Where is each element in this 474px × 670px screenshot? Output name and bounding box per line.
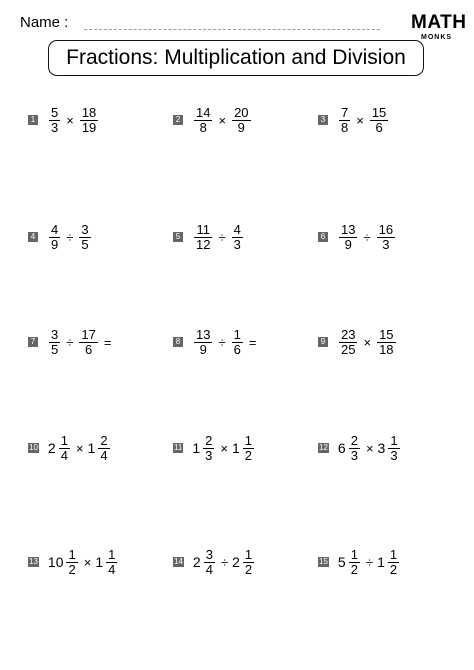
denominator: 4 <box>60 447 68 463</box>
denominator: 5 <box>81 236 89 252</box>
operator-symbol: × <box>218 112 227 128</box>
fraction <box>204 548 215 577</box>
numerator: 15 <box>379 326 394 342</box>
operator-symbol: × <box>220 440 228 456</box>
denominator: 3 <box>205 447 213 463</box>
fraction <box>339 328 357 357</box>
problem-14 <box>173 545 256 579</box>
name-field[interactable] <box>20 13 380 33</box>
denominator: 8 <box>341 119 349 135</box>
denominator: 4 <box>100 447 108 463</box>
denominator: 4 <box>108 561 116 577</box>
numerator: 18 <box>81 104 97 120</box>
denominator: 25 <box>341 341 356 357</box>
numerator: 1 <box>68 546 76 562</box>
denominator: 8 <box>199 119 207 135</box>
whole-number: 1 <box>192 439 201 456</box>
fraction <box>98 434 109 463</box>
fraction <box>106 548 117 577</box>
problem-number-badge: 13 <box>29 557 38 566</box>
equals-sign: = <box>103 334 112 350</box>
numerator: 20 <box>234 104 249 120</box>
fraction <box>339 106 350 135</box>
fraction <box>349 434 360 463</box>
numerator: 1 <box>244 546 253 562</box>
whole-number: 1 <box>231 439 240 456</box>
whole-number: 1 <box>377 553 385 570</box>
denominator: 2 <box>68 561 76 577</box>
fraction <box>232 328 243 357</box>
denominator: 9 <box>51 236 59 252</box>
denominator: 3 <box>233 236 241 252</box>
denominator: 2 <box>244 561 253 577</box>
fraction <box>66 548 77 577</box>
worksheet-title-box <box>48 40 424 76</box>
numerator: 4 <box>51 221 59 237</box>
problem-15 <box>318 545 401 579</box>
operator-symbol: ÷ <box>66 229 74 245</box>
fraction <box>79 223 90 252</box>
numerator: 3 <box>205 546 213 562</box>
denominator: 3 <box>350 447 358 463</box>
problem-number-badge: 6 <box>318 232 328 242</box>
fraction <box>377 223 395 252</box>
problem-4 <box>28 220 93 254</box>
numerator: 1 <box>108 546 116 562</box>
whole-number: 10 <box>47 553 64 570</box>
problem-number-badge: 12 <box>319 443 328 452</box>
numerator: 3 <box>81 221 89 237</box>
numerator: 7 <box>341 104 349 120</box>
denominator: 6 <box>233 341 241 357</box>
operator-symbol: × <box>365 440 374 456</box>
whole-number: 5 <box>337 553 346 570</box>
denominator: 2 <box>389 561 398 577</box>
fraction <box>243 548 254 577</box>
fraction <box>79 328 97 357</box>
fraction <box>349 548 360 577</box>
problem-10 <box>28 431 112 465</box>
fraction <box>59 434 70 463</box>
problem-6 <box>318 220 397 254</box>
numerator: 16 <box>378 221 394 237</box>
operator-symbol: ÷ <box>220 554 229 570</box>
denominator: 3 <box>382 236 390 252</box>
operator-symbol: ÷ <box>365 554 374 570</box>
operator-symbol: ÷ <box>218 229 226 245</box>
numerator: 2 <box>350 432 358 448</box>
whole-number: 2 <box>47 439 56 456</box>
fraction <box>388 434 399 463</box>
problem-1 <box>28 103 100 137</box>
numerator: 4 <box>233 221 241 237</box>
numerator: 11 <box>196 221 210 237</box>
operator-symbol: × <box>83 554 92 570</box>
numerator: 13 <box>196 326 211 342</box>
problem-number-badge: 4 <box>28 232 38 242</box>
numerator: 17 <box>81 326 96 342</box>
logo-main-text: MATH <box>411 12 467 33</box>
fraction <box>194 223 212 252</box>
problem-12 <box>318 431 402 465</box>
denominator: 9 <box>237 119 245 135</box>
numerator: 1 <box>390 432 398 448</box>
name-blank-line[interactable] <box>84 29 380 30</box>
equals-sign: = <box>248 334 257 350</box>
denominator: 3 <box>390 447 398 463</box>
fraction <box>194 106 212 135</box>
problem-number-badge: 7 <box>28 337 38 347</box>
denominator: 2 <box>350 561 358 577</box>
operator-symbol: ÷ <box>363 229 371 245</box>
name-label: Name : <box>20 14 69 31</box>
problem-9 <box>318 325 398 359</box>
numerator: 1 <box>244 432 252 448</box>
whole-number: 1 <box>95 553 104 570</box>
logo-sub-text: MONKS <box>421 34 453 41</box>
problem-number-badge: 2 <box>173 115 183 125</box>
problem-8 <box>173 325 260 359</box>
whole-number: 1 <box>87 439 96 456</box>
numerator: 2 <box>100 432 108 448</box>
worksheet-title: Fractions: Multiplication and Division <box>66 46 406 69</box>
numerator: 1 <box>233 326 241 342</box>
numerator: 13 <box>341 221 356 237</box>
problem-number-badge: 9 <box>318 337 328 347</box>
fraction <box>232 223 243 252</box>
problem-number-badge: 11 <box>174 443 183 452</box>
operator-symbol: × <box>363 334 372 350</box>
fraction <box>49 223 60 252</box>
fraction <box>339 223 357 252</box>
numerator: 1 <box>389 546 398 562</box>
whole-number: 2 <box>192 553 201 570</box>
denominator: 9 <box>344 236 352 252</box>
denominator: 6 <box>375 119 383 135</box>
operator-symbol: × <box>66 112 74 128</box>
problem-2 <box>173 103 253 137</box>
problem-number-badge: 3 <box>318 115 328 125</box>
problem-number-badge: 8 <box>173 337 183 347</box>
numerator: 23 <box>341 326 356 342</box>
problem-number-badge: 14 <box>174 557 183 566</box>
denominator: 5 <box>51 341 59 357</box>
denominator: 19 <box>81 119 97 135</box>
problem-number-badge: 5 <box>173 232 183 242</box>
numerator: 5 <box>51 104 59 120</box>
fraction <box>194 328 212 357</box>
denominator: 2 <box>244 447 252 463</box>
fraction <box>243 434 254 463</box>
denominator: 18 <box>379 341 394 357</box>
operator-symbol: × <box>356 112 364 128</box>
denominator: 3 <box>51 119 59 135</box>
problem-3 <box>318 103 390 137</box>
fraction <box>370 106 388 135</box>
problem-7 <box>28 325 115 359</box>
problem-13 <box>28 545 119 579</box>
fraction <box>203 434 214 463</box>
fraction <box>388 548 399 577</box>
whole-number: 3 <box>377 439 386 456</box>
numerator: 3 <box>51 326 59 342</box>
whole-number: 2 <box>232 553 240 570</box>
operator-symbol: ÷ <box>218 334 226 350</box>
whole-number: 6 <box>337 439 346 456</box>
problem-11 <box>173 431 256 465</box>
denominator: 12 <box>196 236 211 252</box>
denominator: 4 <box>205 561 213 577</box>
operator-symbol: ÷ <box>66 334 74 350</box>
problem-5 <box>173 220 245 254</box>
fraction <box>377 328 395 357</box>
operator-symbol: × <box>75 440 84 456</box>
numerator: 2 <box>205 432 213 448</box>
numerator: 14 <box>196 104 211 120</box>
numerator: 1 <box>60 432 68 448</box>
problem-number-badge: 1 <box>28 115 38 125</box>
denominator: 6 <box>84 341 93 357</box>
problem-number-badge: 15 <box>319 557 328 566</box>
fraction <box>49 328 60 357</box>
fraction <box>232 106 250 135</box>
fraction <box>49 106 60 135</box>
problem-number-badge: 10 <box>29 443 38 452</box>
fraction <box>80 106 98 135</box>
numerator: 1 <box>350 546 358 562</box>
denominator: 9 <box>199 341 207 357</box>
numerator: 15 <box>371 104 387 120</box>
